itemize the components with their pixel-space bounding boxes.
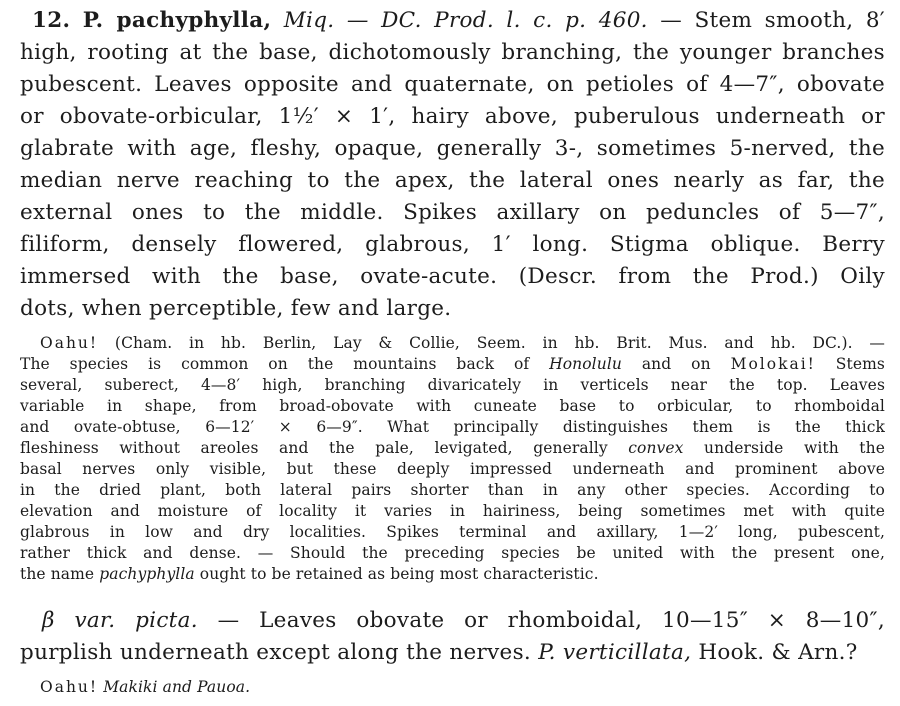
species-authority: Miq. — DC. Prod. l. c. p. 460. (283, 8, 648, 33)
notes-line: rather thick and dense. — Should the preceding species be united with the present one, (20, 544, 885, 562)
notes-line (20, 439, 885, 457)
notes-line: several, suberect, 4—8′ high, branching divaricately in verticels near the top. Leaves (20, 376, 885, 394)
entry-heading-line (32, 8, 885, 33)
notes-text: fleshiness without areoles and the pale, levigated, generally (20, 439, 608, 457)
term-convex: convex (628, 439, 684, 457)
localities: Makiki and Pauoa. (103, 678, 251, 696)
notes-line: and ovate-obtuse, 6—12′ × 6—9″. What principally distinguishes them is the thick (20, 418, 885, 436)
notes-text: the name (20, 565, 95, 583)
variety-locality-line (40, 678, 250, 696)
notes-line: variable in shape, from broad-obovate with cuneate base to orbicular, to rhomboidal (20, 397, 885, 415)
notes-line: glabrous in low and dry localities. Spikes terminal and axillary, 1—2′ long, pubescent, (20, 523, 885, 541)
entry-line: immersed with the base, ovate-acute. (Descr. from the Prod.) Oily (20, 264, 885, 289)
entry-line: filiform, densely flowered, glabrous, 1′ long. Stigma oblique. Berry (20, 232, 885, 257)
locality-oahu: Oahu! (40, 334, 99, 352)
notes-line (20, 355, 885, 373)
entry-line: high, rooting at the base, dichotomously branching, the younger branches (20, 40, 885, 65)
entry-line: or obovate-orbicular, 1½′ × 1′, hairy above, puberulous underneath or (20, 104, 885, 129)
notes-text: underside with the (704, 439, 885, 457)
notes-line: elevation and moisture of locality it varies in hairiness, being sometimes met with quite (20, 502, 885, 520)
locality-oahu: Oahu! (40, 678, 99, 696)
entry-line: median nerve reaching to the apex, the lateral ones nearly as far, the (20, 168, 885, 193)
entry-line: dots, when perceptible, few and large. (20, 296, 452, 321)
variety-text: — Leaves obovate or rhomboidal, 10—15″ × 8—10″, (217, 608, 886, 633)
species-number: 12. (32, 8, 71, 33)
synonym-name: P. verticillata, (538, 640, 692, 665)
term-pachyphylla: pachyphylla (99, 565, 195, 583)
place-molokai: Molokai! (730, 355, 816, 373)
notes-line (20, 565, 599, 583)
notes-line: basal nerves only visible, but these deeply impressed underneath and prominent above (20, 460, 885, 478)
place-honolulu: Honolulu (549, 355, 622, 373)
notes-text: (Cham. in hb. Berlin, Lay & Collie, Seem. in hb. Brit. Mus. and hb. DC.). — (114, 334, 885, 352)
entry-line: glabrate with age, fleshy, opaque, generally 3-, sometimes 5-nerved, the (20, 136, 885, 161)
variety-text: Hook. & Arn.? (698, 640, 858, 665)
notes-line (40, 334, 885, 352)
entry-line: pubescent. Leaves opposite and quaternate, on petioles of 4—7″, obovate (20, 72, 885, 97)
notes-line: in the dried plant, both lateral pairs shorter than in any other species. According to (20, 481, 885, 499)
variety-line (42, 608, 885, 633)
entry-line: external ones to the middle. Spikes axillary on peduncles of 5—7″, (20, 200, 885, 225)
variety-line (20, 640, 858, 665)
notes-text: ought to be retained as being most characteristic. (199, 565, 599, 583)
entry-line-text: — Stem smooth, 8′ (660, 8, 885, 33)
variety-text: purplish underneath except along the nerves. (20, 640, 532, 665)
notes-text: Stems (835, 355, 885, 373)
variety-label: β var. picta. (42, 608, 198, 633)
notes-text: and on (641, 355, 711, 373)
notes-text: The species is common on the mountains back of (20, 355, 530, 373)
species-name: P. pachyphylla, (82, 8, 272, 33)
